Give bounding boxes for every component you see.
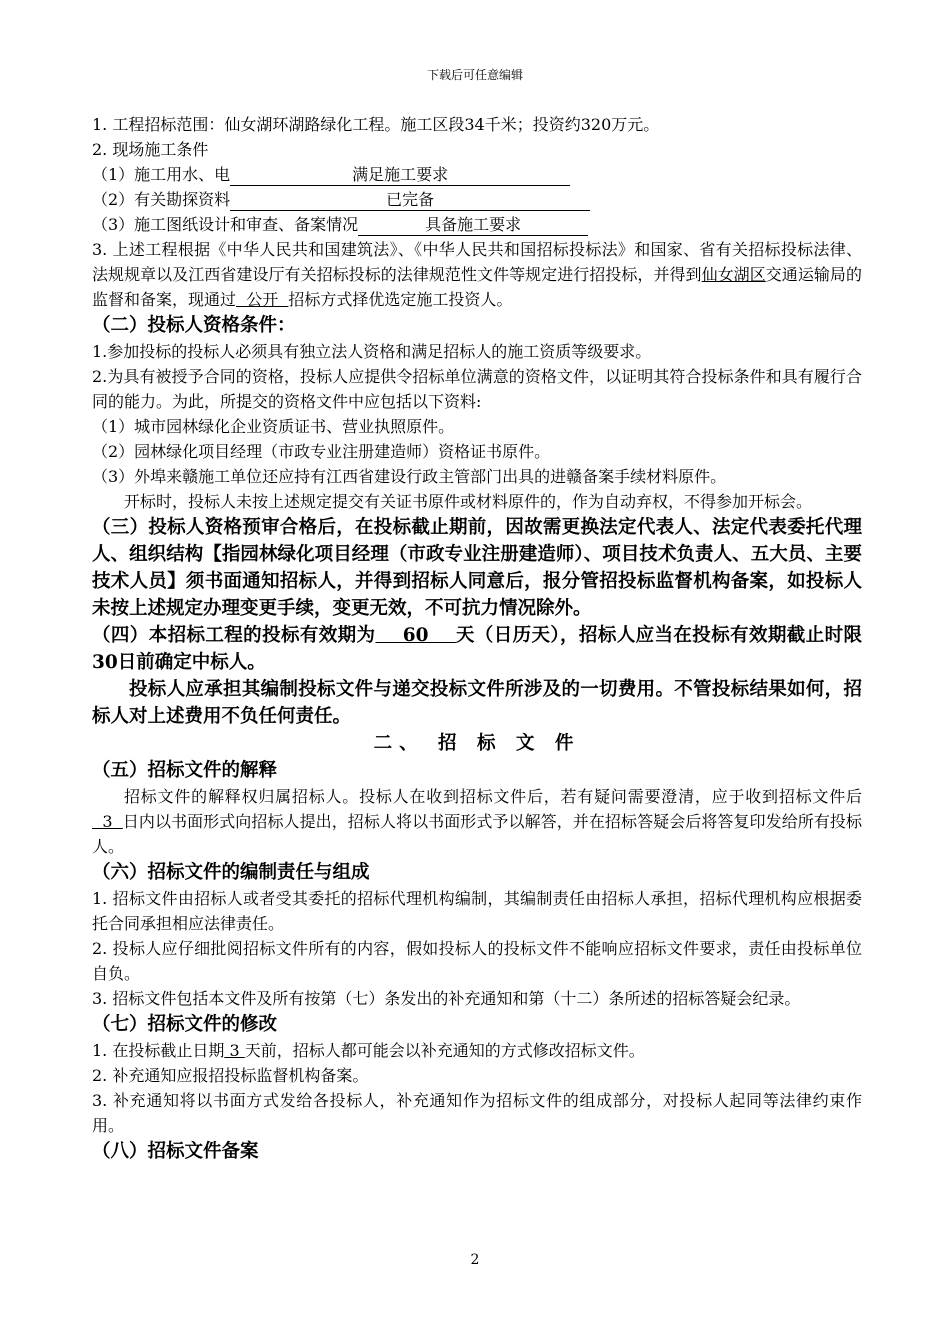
legal-basis-text-c: 招标方式择优选定施工投资人。 bbox=[288, 290, 513, 309]
interpretation-text-a: 招标文件的解释权归属招标人。投标人在收到招标文件后，若有疑问需要澄清，应于收到招标文件后 bbox=[124, 787, 862, 806]
section-heading-amendment: （七）招标文件的修改 bbox=[92, 1014, 278, 1035]
drawings-label: （3）施工图纸设计和审查、备案情况 bbox=[92, 215, 359, 234]
paragraph-amendment-3: 3. 补充通知将以书面方式发给各投标人，补充通知作为招标文件的组成部分，对投标人起同等法律约束作用。 bbox=[92, 1091, 862, 1135]
legal-basis-text-a: 3. 上述工程根据《中华人民共和国建筑法》、《中华人民共和国招标投标法》和国家、省有关招标投标法律、法规规章以及江西省建设厅有关招标投标的法律规范性文件等规定进行招投标，并得到 bbox=[92, 240, 862, 284]
document-body bbox=[92, 112, 862, 1165]
paragraph-amendment-2: 2. 补充通知应报招投标监督机构备案。 bbox=[92, 1066, 369, 1085]
amendment-days: 3 bbox=[224, 1041, 245, 1060]
paragraph-qualification-1: 1.参加投标的投标人必须具有独立法人资格和满足招标人的施工资质等级要求。 bbox=[92, 342, 652, 361]
paragraph-legal-basis bbox=[92, 237, 862, 312]
paragraph-qualification-doc-3: （3）外埠来赣施工单位还应持有江西省建设行政主管部门出具的进赣备案手续材料原件。 bbox=[92, 467, 727, 486]
paragraph-site-conditions: 2. 现场施工条件 bbox=[92, 140, 209, 159]
paragraph-qualification-2: 2.为具有被授予合同的资格，投标人应提供令招标单位满意的资格文件，以证明其符合投标条件和具有履行合同的能力。为此，所提交的资格文件中应包括以下资料: bbox=[92, 367, 862, 411]
amendment-text-b: 天前，招标人都可能会以补充通知的方式修改招标文件。 bbox=[244, 1041, 645, 1060]
page-number: 2 bbox=[470, 1252, 480, 1268]
survey-value: 已完备 bbox=[230, 190, 590, 211]
district-name: 仙女湖区 bbox=[701, 265, 766, 284]
interpretation-text-b: 日内以书面形式向招标人提出，招标人将以书面形式予以解答，并在招标答疑会后将答复印发给所有投标人。 bbox=[92, 812, 862, 856]
paragraph-responsibility-1: 1. 招标文件由招标人或者受其委托的招标代理机构编制，其编制责任由招标人承担，招标代理机构应根据委托合同承担相应法律责任。 bbox=[92, 889, 862, 933]
paragraph-interpretation bbox=[92, 784, 862, 859]
validity-days: 60 bbox=[375, 625, 456, 646]
section-heading-interpretation: （五）招标文件的解释 bbox=[92, 760, 278, 781]
water-power-label: （1）施工用水、电 bbox=[92, 165, 231, 184]
paragraph-qualification-doc-1: （1）城市园林绿化企业资质证书、营业执照原件。 bbox=[92, 417, 455, 436]
bidding-method: 公开 bbox=[236, 290, 289, 309]
section-heading-validity bbox=[92, 622, 862, 676]
paragraph-responsibility-3: 3. 招标文件包括本文件及所有按第（七）条发出的补充通知和第（十二）条所述的招标答疑会纪录。 bbox=[92, 989, 801, 1008]
paragraph-amendment-1 bbox=[92, 1038, 862, 1063]
paragraph-responsibility-2: 2. 投标人应仔细批阅招标文件所有的内容，假如投标人的投标文件不能响应招标文件要求，责任由投标单位自负。 bbox=[92, 939, 862, 983]
page-header: 下载后可任意编辑 bbox=[426, 68, 523, 82]
chapter-title-bidding-documents: 二、 招 标 文 件 bbox=[373, 733, 581, 754]
paragraph-drawings bbox=[92, 212, 862, 237]
water-power-value: 满足施工要求 bbox=[230, 165, 570, 186]
paragraph-scope: 1. 工程招标范围：仙女湖环湖路绿化工程。施工区段34千米；投资约320万元。 bbox=[92, 115, 660, 134]
paragraph-opening-note: 开标时，投标人未按上述规定提交有关证书原件或材料原件的，作为自动弃权，不得参加开标会。 bbox=[124, 492, 813, 511]
paragraph-costs: 投标人应承担其编制投标文件与递交投标文件所涉及的一切费用。不管投标结果如何，招标人对上述费用不负任何责任。 bbox=[92, 679, 862, 727]
section-heading-qualifications: （二）投标人资格条件： bbox=[92, 315, 296, 336]
section-heading-prequalification: （三）投标人资格预审合格后，在投标截止期前，因故需更换法定代表人、法定代表委托代理人、组织结构【指园林绿化项目经理（市政专业注册建造师）、项目技术负责人、五大员、主要技术人员】须书面通知招标人，并得到招标人同意后，报分管招投标监督机构备案，如投标人未按上述规定办理变更手续，变更无效，不可抗力情况除外。 bbox=[92, 517, 862, 619]
paragraph-water-power bbox=[92, 162, 862, 187]
validity-text-b: 天（日历天），招标人应当在投标有效期截止时限30日前确定中标人。 bbox=[92, 625, 862, 673]
validity-text-a: （四）本招标工程的投标有效期为 bbox=[92, 625, 376, 646]
drawings-value: 具备施工要求 bbox=[358, 215, 588, 236]
paragraph-qualification-doc-2: （2）园林绿化项目经理（市政专业注册建造师）资格证书原件。 bbox=[92, 442, 551, 461]
amendment-text-a: 1. 在投标截止日期 bbox=[92, 1041, 225, 1060]
survey-label: （2）有关勘探资料 bbox=[92, 190, 231, 209]
clarification-days: 3 bbox=[92, 812, 123, 831]
legal-basis-text-b: 交通运输局的监督和备案，现通过 bbox=[92, 265, 862, 309]
paragraph-survey bbox=[92, 187, 862, 212]
section-heading-filing: （八）招标文件备案 bbox=[92, 1141, 259, 1162]
section-heading-responsibility: （六）招标文件的编制责任与组成 bbox=[92, 862, 370, 883]
